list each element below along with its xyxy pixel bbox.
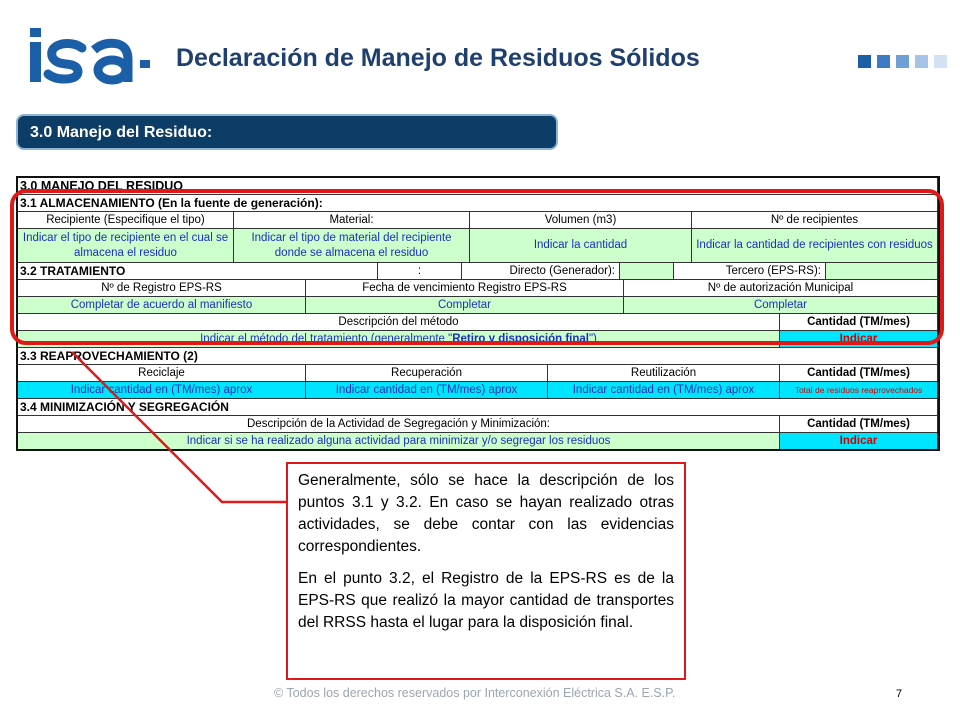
section-header <box>16 114 558 150</box>
callout-paragraph-1: Generalmente, sólo se hace la descripción de los puntos 3.1 y 3.2. En caso se hayan realizado otras actividades, se debe contar con las evidencias correspondientes. <box>298 472 674 555</box>
section-3-1-title: 3.1 ALMACENAMIENTO (En la fuente de generación): <box>18 195 938 212</box>
square-3 <box>896 55 909 68</box>
s33-header-reciclaje: Reciclaje <box>18 365 306 382</box>
s32-header-registro: Nº de Registro EPS-RS <box>18 280 306 297</box>
square-4 <box>915 55 928 68</box>
s32-desc-post: ") <box>588 332 597 345</box>
s34-desc-value[interactable]: Indicar si se ha realizado alguna actividad para minimizar y/o segregar los residuos <box>18 433 780 450</box>
s32-value-autorizacion[interactable]: Completar <box>624 297 938 314</box>
s33-value-recuperacion[interactable]: Indicar cantidad en (TM/mes) aprox <box>306 382 548 399</box>
square-5 <box>934 55 947 68</box>
s31-value-material[interactable]: Indicar el tipo de material del recipiente donde se almacena el residuo <box>234 229 470 263</box>
s31-value-recipiente[interactable]: Indicar el tipo de recipiente en el cual se almacena el residuo <box>18 229 234 263</box>
s33-header-reutilizacion: Reutilización <box>548 365 780 382</box>
s32-desc-pre: Indicar el método del tratamiento (generalmente " <box>200 332 453 345</box>
s31-header-material: Material: <box>234 212 470 229</box>
section-3-3-title: 3.3 REAPROVECHAMIENTO (2) <box>18 348 938 365</box>
footer-copyright: © Todos los derechos reservados por Interconexión Eléctrica S.A. E.S.P. <box>274 686 676 700</box>
section-label: 3.0 Manejo del Residuo: <box>30 124 213 141</box>
page-title: Declaración de Manejo de Residuos Sólidos <box>176 44 700 72</box>
s33-value-reciclaje[interactable]: Indicar cantidad en (TM/mes) aprox <box>18 382 306 399</box>
s32-cantidad-value[interactable]: Indicar <box>780 331 938 348</box>
s31-value-recipientes[interactable]: Indicar la cantidad de recipientes con residuos <box>692 229 938 263</box>
callout-paragraph-2: En el punto 3.2, el Registro de la EPS-RS es de la EPS-RS que realizó la mayor cantidad de transportes del RRSS hasta el lugar para la disposición final. <box>298 570 674 631</box>
s33-header-recuperacion: Recuperación <box>306 365 548 382</box>
highlight-frame <box>10 189 944 345</box>
s32-value-fecha[interactable]: Completar <box>306 297 624 314</box>
page-number: 7 <box>896 688 903 700</box>
section-3-2-title: 3.2 TRATAMIENTO <box>18 263 378 280</box>
s32-header-fecha: Fecha de vencimiento Registro EPS-RS <box>306 280 624 297</box>
s33-value-cantidad[interactable]: Total de residuos reaprovechados <box>780 382 938 399</box>
s34-cantidad-value[interactable]: Indicar <box>780 433 938 450</box>
s31-header-recipientes: Nº de recipientes <box>692 212 938 229</box>
s31-value-volumen[interactable]: Indicar la cantidad <box>470 229 692 263</box>
s31-header-volumen: Volumen (m3) <box>470 212 692 229</box>
s32-header-autorizacion: Nº de autorización Municipal <box>624 280 938 297</box>
s33-value-reutilizacion[interactable]: Indicar cantidad en (TM/mes) aprox <box>548 382 780 399</box>
decorative-squares <box>858 55 947 68</box>
s32-tercero-label: Tercero (EPS-RS): <box>674 263 826 280</box>
s32-colon: : <box>378 263 462 280</box>
square-1 <box>858 55 871 68</box>
s32-cantidad-header: Cantidad (TM/mes) <box>780 314 938 331</box>
callout-box <box>286 462 686 680</box>
s32-desc-bold: Retiro y disposición final <box>452 332 589 345</box>
s32-desc-header: Descripción del método <box>18 314 780 331</box>
sheet-title: 3.0 MANEJO DEL RESIDUO <box>18 178 938 195</box>
s33-header-cantidad: Cantidad (TM/mes) <box>780 365 938 382</box>
s32-directo-label: Directo (Generador): <box>462 263 620 280</box>
s34-desc-header: Descripción de la Actividad de Segregación y Minimización: <box>18 416 780 433</box>
s32-value-registro[interactable]: Completar de acuerdo al manifiesto <box>18 297 306 314</box>
square-2 <box>877 55 890 68</box>
s34-cantidad-header: Cantidad (TM/mes) <box>780 416 938 433</box>
section-3-4-title: 3.4 MINIMIZACIÓN Y SEGREGACIÓN <box>18 399 938 416</box>
isa-logo <box>24 26 154 90</box>
s31-header-recipiente: Recipiente (Especifique el tipo) <box>18 212 234 229</box>
